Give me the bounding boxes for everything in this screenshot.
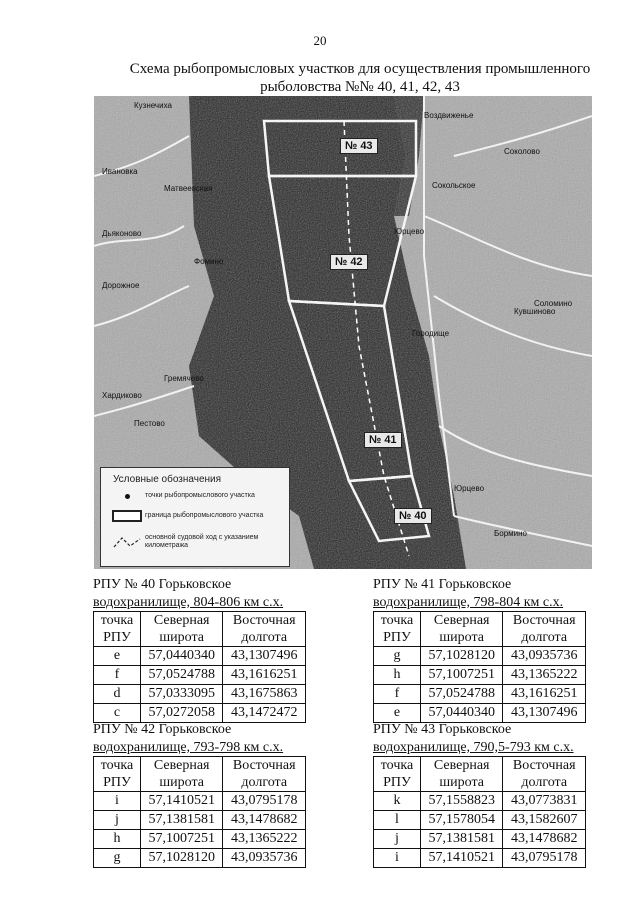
place-name: Гремячево [164,374,204,383]
coordinates-table-41 [373,611,586,723]
cell-longitude: 43,1365222 [223,830,306,849]
caption-line-2: водохранилище, 793-798 км с.х. [93,740,284,755]
cell-longitude: 43,1616251 [223,666,306,685]
place-name: Кузнечиха [134,101,172,110]
header-latitude: Северная широта [140,757,223,792]
cell-point: g [94,849,141,868]
table-row [94,830,306,849]
cell-latitude: 57,0524788 [140,666,223,685]
table-row [94,811,306,830]
legend-item-points [109,492,265,500]
cell-latitude: 57,1578054 [420,811,503,830]
cell-longitude: 43,1616251 [503,685,586,704]
caption-line-2: водохранилище, 790,5-793 км с.х. [373,740,574,755]
cell-latitude: 57,1381581 [140,811,223,830]
cell-point: f [94,666,141,685]
place-name: Хардиково [102,391,142,400]
legend-title: Условные обозначения [113,474,222,485]
cell-point: d [94,685,141,704]
header-longitude: Восточная долгота [503,757,586,792]
cell-point: j [94,811,141,830]
legend-item-label: основной судовой ход с указанием километража [145,534,259,549]
cell-latitude: 57,1028120 [420,647,503,666]
place-name: Дорожное [102,281,140,290]
header-latitude: Северная широта [420,612,503,647]
cell-point: e [94,647,141,666]
cell-latitude: 57,1558823 [420,792,503,811]
table-row [374,685,586,704]
cell-longitude: 43,1478682 [503,830,586,849]
caption-line-1: РПУ № 41 Горьковское [373,577,512,592]
cell-point: k [374,792,421,811]
cell-longitude: 43,0795178 [223,792,306,811]
place-name: Юрцево [454,484,485,493]
table-43-caption [373,721,574,757]
caption-line-2: водохранилище, 798-804 км с.х. [373,595,564,610]
place-name: Сокольское [432,181,476,190]
table-row [94,685,306,704]
page-number: 20 [313,33,327,48]
header-point: точка РПУ [374,612,421,647]
header-longitude: Восточная долгота [503,612,586,647]
cell-point: g [374,647,421,666]
place-name: Юрцево [394,227,425,236]
place-name: Пестово [134,419,165,428]
place-name: Бормино [494,529,527,538]
cell-longitude: 43,1472472 [223,704,306,723]
table-42-caption [93,721,283,757]
cell-latitude: 57,1028120 [140,849,223,868]
cell-point: e [374,704,421,723]
cell-point: j [374,830,421,849]
title-line-1: Схема рыбопромысловых участков для осуществления промышленного [129,61,591,77]
caption-line-1: РПУ № 43 Горьковское [373,722,512,737]
cell-latitude: 57,1007251 [420,666,503,685]
cell-point: i [94,792,141,811]
zone-label-42: № 42 [330,254,368,270]
zone-label-40: № 40 [394,508,432,524]
cell-point: f [374,685,421,704]
page-title [100,60,620,96]
header-point: точка РПУ [374,757,421,792]
legend-item-fairway [109,534,265,550]
cell-latitude: 57,0524788 [420,685,503,704]
cell-latitude: 57,0440340 [140,647,223,666]
table-row [94,792,306,811]
table-40-caption [93,576,283,612]
coordinates-table-40 [93,611,306,723]
header-longitude: Восточная долгота [223,757,306,792]
table-row [374,704,586,723]
header-point: точка РПУ [94,612,141,647]
place-name: Городище [412,329,450,338]
cell-latitude: 57,0440340 [420,704,503,723]
cell-latitude: 57,0333095 [140,685,223,704]
cell-point: h [94,830,141,849]
title-line-2: рыболовства №№ 40, 41, 42, 43 [260,79,460,95]
cell-longitude: 43,0935736 [223,849,306,868]
map-legend [100,467,290,567]
cell-latitude: 57,1410521 [140,792,223,811]
cell-longitude: 43,1582607 [503,811,586,830]
cell-longitude: 43,1307496 [223,647,306,666]
boundary-icon [112,510,142,522]
table-row [94,666,306,685]
cell-point: c [94,704,141,723]
header-latitude: Северная широта [420,757,503,792]
cell-longitude: 43,1675863 [223,685,306,704]
cell-point: i [374,849,421,868]
place-name: Соломино [534,299,573,308]
zone-label-41: № 41 [364,432,402,448]
table-row [374,647,586,666]
place-name: Ивановка [102,167,138,176]
cell-longitude: 43,1478682 [223,811,306,830]
place-name: Матвеевская [164,184,213,193]
table-row [94,704,306,723]
legend-item-label: точки рыбопромыслового участка [145,492,255,499]
header-point: точка РПУ [94,757,141,792]
table-row [94,849,306,868]
place-name: Кувшиново [514,307,556,316]
table-row [94,647,306,666]
cell-latitude: 57,1381581 [420,830,503,849]
cell-longitude: 43,1307496 [503,704,586,723]
cell-longitude: 43,0773831 [503,792,586,811]
cell-longitude: 43,1365222 [503,666,586,685]
place-name: Фомино [194,257,224,266]
caption-line-2: водохранилище, 804-806 км с.х. [93,595,284,610]
table-row [374,792,586,811]
cell-point: h [374,666,421,685]
header-longitude: Восточная долгота [223,612,306,647]
fairway-icon [112,535,142,549]
place-name: Воздвиженье [424,111,474,120]
header-latitude: Северная широта [140,612,223,647]
cell-latitude: 57,1410521 [420,849,503,868]
place-name: Дьяконово [102,229,142,238]
table-row [374,849,586,868]
table-41-caption [373,576,563,612]
cell-point: l [374,811,421,830]
legend-item-label: граница рыбопромыслового участка [145,512,264,519]
cell-latitude: 57,0272058 [140,704,223,723]
caption-line-1: РПУ № 42 Горьковское [93,722,232,737]
point-marker-icon [125,494,130,499]
coordinates-table-43 [373,756,586,868]
table-row [374,811,586,830]
cell-longitude: 43,0795178 [503,849,586,868]
caption-line-1: РПУ № 40 Горьковское [93,577,232,592]
cell-longitude: 43,0935736 [503,647,586,666]
table-row [374,830,586,849]
cell-latitude: 57,1007251 [140,830,223,849]
coordinates-table-42 [93,756,306,868]
legend-item-boundary [109,510,265,522]
place-name: Соколово [504,147,540,156]
zone-label-43: № 43 [340,138,378,154]
table-row [374,666,586,685]
